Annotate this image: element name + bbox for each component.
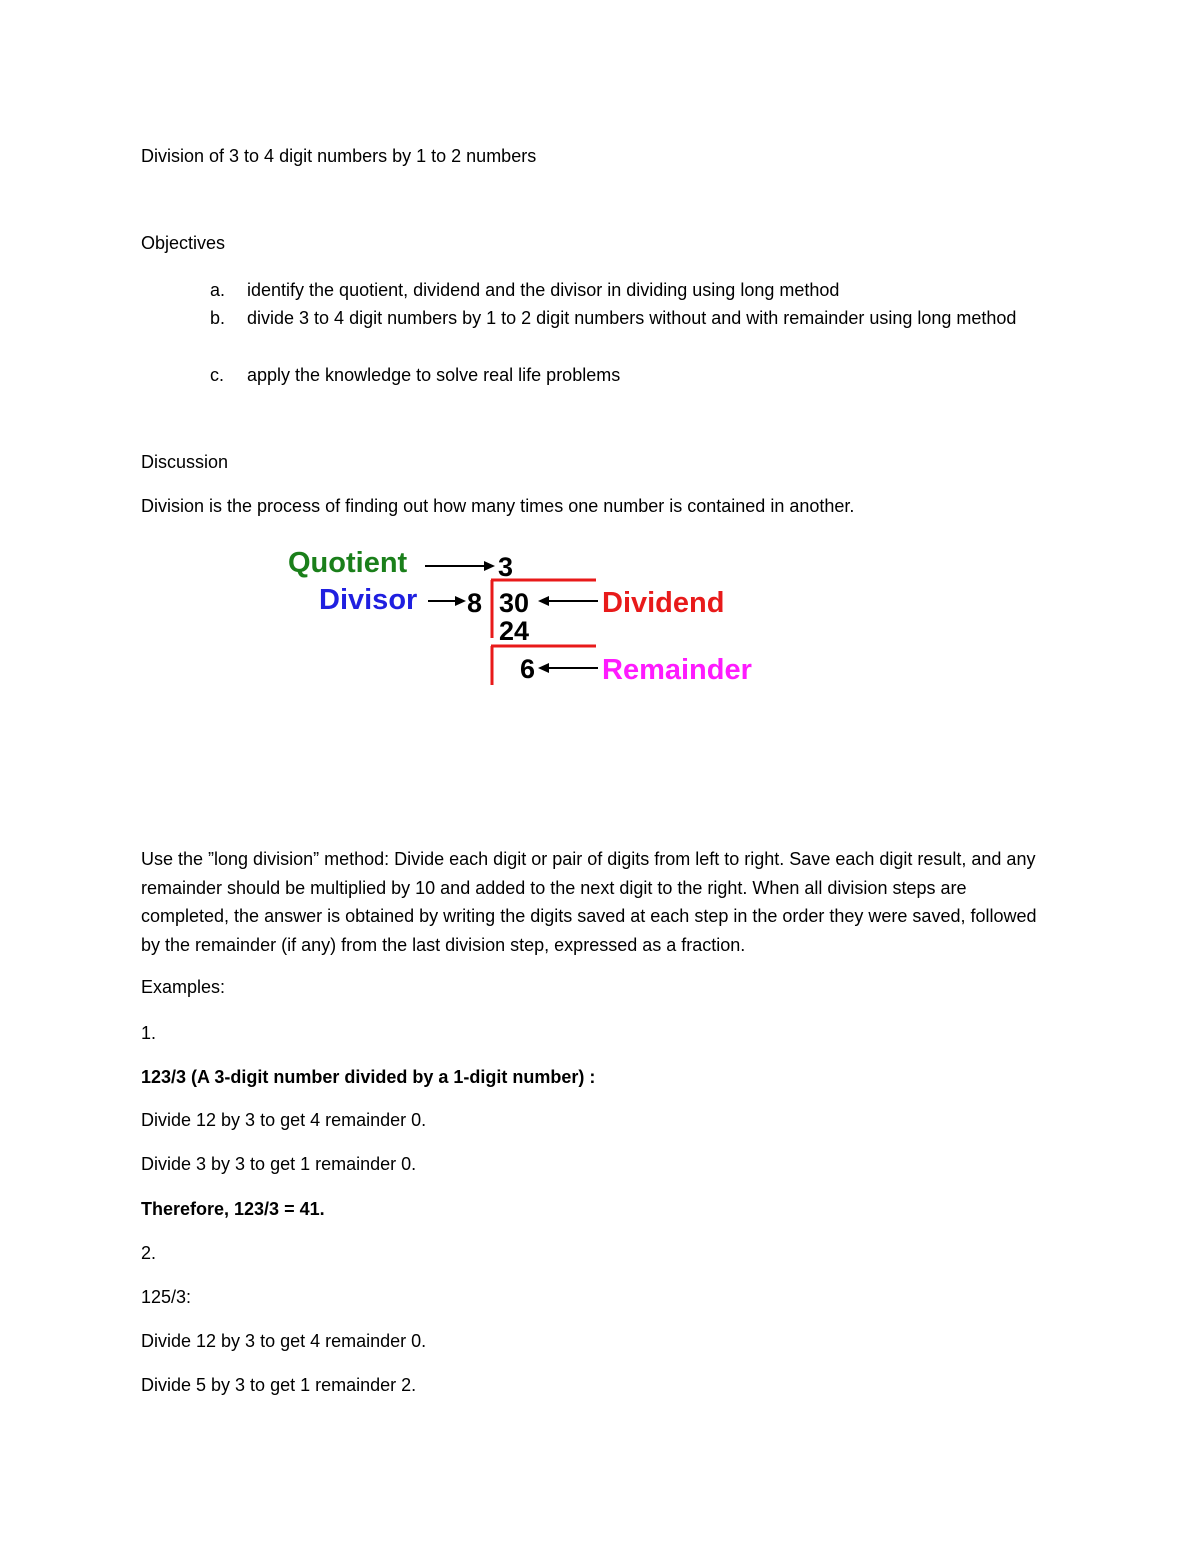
example-1-step-2: Divide 3 by 3 to get 1 remainder 0. (141, 1154, 417, 1174)
divisor-arrow-icon (428, 596, 466, 606)
example-2-problem: 125/3: (141, 1287, 192, 1307)
dividend-label: Dividend (602, 587, 725, 619)
quotient-label: Quotient (288, 547, 408, 579)
long-division-method-paragraph: Use the ”long division” method: Divide each digit or pair of digits from left to right. Save each digit result, and any remainder should be multiplied by 10 and added to the next digit to the right. When all division steps are completed, the answer is obtained by writing the digits saved at each step in the order they were saved, followed by the remainder (if any) from the last division step, expressed as a fraction. (141, 849, 1037, 955)
dividend-value: 30 (499, 588, 530, 618)
objective-marker: c. (210, 365, 225, 385)
remainder-label: Remainder (602, 654, 752, 686)
remainder-value: 6 (520, 654, 536, 684)
objective-text: apply the knowledge to solve real life problems (247, 365, 621, 385)
product-value: 24 (499, 616, 530, 646)
objective-item-c (210, 361, 1050, 389)
example-2-step-2: Divide 5 by 3 to get 1 remainder 2. (141, 1375, 417, 1395)
examples-heading: Examples: (141, 977, 226, 997)
objective-marker: a. (210, 280, 226, 300)
divisor-label: Divisor (319, 584, 418, 616)
objective-marker: b. (210, 308, 226, 328)
quotient-value: 3 (498, 552, 514, 582)
example-2-number: 2. (141, 1243, 157, 1263)
division-definition: Division is the process of finding out how many times one number is contained in another. (141, 496, 855, 516)
divisor-value: 8 (467, 588, 483, 618)
remainder-arrow-icon (538, 663, 598, 673)
discussion-heading: Discussion (141, 452, 229, 472)
quotient-arrow-icon (425, 561, 495, 571)
long-division-diagram (280, 540, 780, 700)
example-1-conclusion: Therefore, 123/3 = 41. (141, 1199, 325, 1219)
example-1-number: 1. (141, 1023, 157, 1043)
objective-item-a (210, 276, 1050, 304)
example-2-step-1: Divide 12 by 3 to get 4 remainder 0. (141, 1331, 427, 1351)
example-1-problem: 123/3 (A 3-digit number divided by a 1-digit number) : (141, 1067, 596, 1087)
dividend-arrow-icon (538, 596, 598, 606)
objectives-heading: Objectives (141, 233, 226, 253)
example-1-step-1: Divide 12 by 3 to get 4 remainder 0. (141, 1110, 427, 1130)
objective-text: identify the quotient, dividend and the divisor in dividing using long method (247, 280, 840, 300)
objective-text: divide 3 to 4 digit numbers by 1 to 2 digit numbers without and with remainder using long method (247, 308, 1017, 328)
document-title: Division of 3 to 4 digit numbers by 1 to 2 numbers (141, 146, 537, 166)
objective-item-b (210, 304, 1050, 332)
